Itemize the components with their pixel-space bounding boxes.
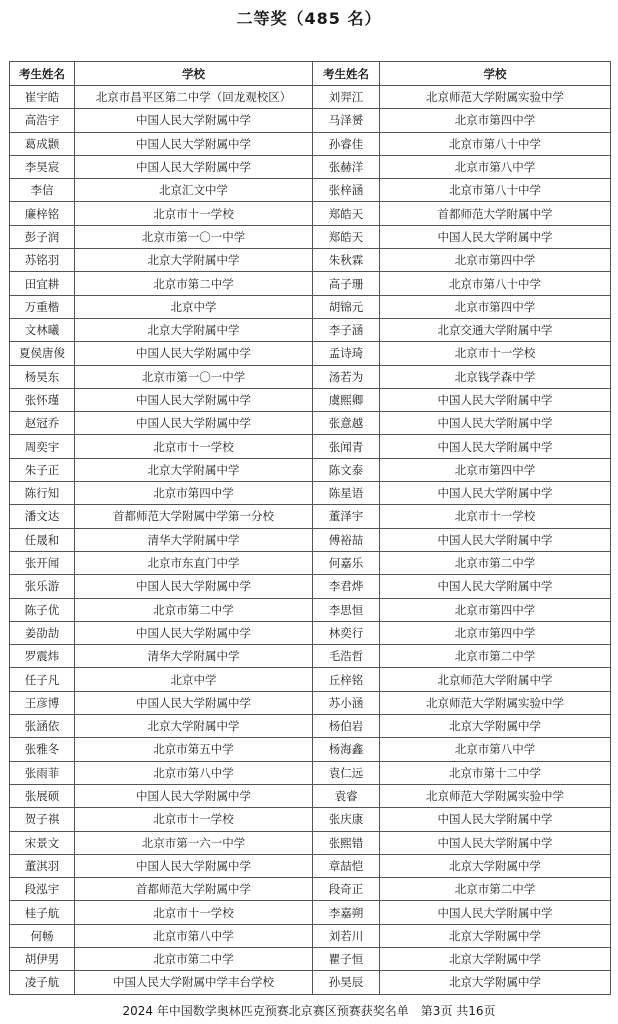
school-left: 北京中学 (75, 295, 313, 318)
table-row (10, 435, 611, 458)
student-name-left: 田宜耕 (10, 272, 75, 295)
school-right: 中国人民大学附属中学 (380, 388, 611, 411)
header-name-left: 考生姓名 (10, 62, 75, 86)
student-name-left: 廉梓铭 (10, 202, 75, 225)
school-left: 中国人民大学附属中学 (75, 388, 313, 411)
school-right: 北京大学附属中学 (380, 715, 611, 738)
student-name-left: 王彦博 (10, 691, 75, 714)
school-left: 中国人民大学附属中学 (75, 621, 313, 644)
school-left: 北京大学附属中学 (75, 458, 313, 481)
school-left: 北京大学附属中学 (75, 715, 313, 738)
school-right: 北京大学附属中学 (380, 854, 611, 877)
student-name-left: 董淇羽 (10, 854, 75, 877)
school-left: 北京市第五中学 (75, 738, 313, 761)
student-name-left: 胡伊男 (10, 947, 75, 970)
table-row (10, 528, 611, 551)
student-name-left: 万重楷 (10, 295, 75, 318)
student-name-right: 丘梓铭 (313, 668, 380, 691)
school-left: 中国人民大学附属中学 (75, 412, 313, 435)
school-left: 中国人民大学附属中学 (75, 109, 313, 132)
student-name-right: 瞿子恒 (313, 947, 380, 970)
school-right: 北京市第四中学 (380, 295, 611, 318)
school-left: 北京大学附属中学 (75, 318, 313, 341)
table-row (10, 179, 611, 202)
school-left: 中国人民大学附属中学 (75, 784, 313, 807)
header-school-right: 学校 (380, 62, 611, 86)
table-row (10, 645, 611, 668)
school-right: 中国人民大学附属中学 (380, 528, 611, 551)
school-right: 北京市第八中学 (380, 738, 611, 761)
school-left: 北京市昌平区第二中学（回龙观校区） (75, 86, 313, 109)
table-row (10, 365, 611, 388)
school-right: 北京市第二中学 (380, 878, 611, 901)
student-name-right: 杨伯岩 (313, 715, 380, 738)
table-row (10, 971, 611, 994)
table-row (10, 109, 611, 132)
table-row (10, 155, 611, 178)
school-left: 北京市十一学校 (75, 808, 313, 831)
school-right: 北京大学附属中学 (380, 924, 611, 947)
student-name-right: 孙昊辰 (313, 971, 380, 994)
student-name-right: 张闻青 (313, 435, 380, 458)
school-left: 北京中学 (75, 668, 313, 691)
student-name-right: 章喆恺 (313, 854, 380, 877)
school-right: 中国人民大学附属中学 (380, 901, 611, 924)
school-right: 北京市第四中学 (380, 109, 611, 132)
table-row (10, 505, 611, 528)
table-row (10, 458, 611, 481)
student-name-left: 凌子航 (10, 971, 75, 994)
table-row (10, 575, 611, 598)
student-name-left: 张雨菲 (10, 761, 75, 784)
school-right: 中国人民大学附属中学 (380, 831, 611, 854)
school-left: 北京市第一〇一中学 (75, 365, 313, 388)
student-name-right: 郑皓天 (313, 225, 380, 248)
student-name-right: 朱秋霖 (313, 249, 380, 272)
student-name-right: 段奇正 (313, 878, 380, 901)
school-right: 北京师范大学附属实验中学 (380, 691, 611, 714)
school-right: 北京市十一学校 (380, 505, 611, 528)
school-left: 北京汇文中学 (75, 179, 313, 202)
school-right: 北京市第四中学 (380, 598, 611, 621)
student-name-left: 罗震炜 (10, 645, 75, 668)
student-name-right: 张熙错 (313, 831, 380, 854)
student-name-left: 张涵依 (10, 715, 75, 738)
student-name-left: 周奕宇 (10, 435, 75, 458)
header-school-left: 学校 (75, 62, 313, 86)
student-name-left: 李昊宸 (10, 155, 75, 178)
table-row (10, 878, 611, 901)
school-right: 北京市第四中学 (380, 458, 611, 481)
award-table (9, 61, 611, 995)
student-name-left: 张开闻 (10, 551, 75, 574)
school-right: 北京市第四中学 (380, 249, 611, 272)
table-row (10, 295, 611, 318)
table-row (10, 551, 611, 574)
student-name-left: 贺子祺 (10, 808, 75, 831)
school-left: 北京市第二中学 (75, 947, 313, 970)
table-row (10, 388, 611, 411)
table-row (10, 482, 611, 505)
table-row (10, 668, 611, 691)
table-row (10, 202, 611, 225)
school-left: 清华大学附属中学 (75, 645, 313, 668)
school-left: 北京市东直门中学 (75, 551, 313, 574)
table-row (10, 784, 611, 807)
student-name-left: 任子凡 (10, 668, 75, 691)
school-left: 北京市十一学校 (75, 435, 313, 458)
school-left: 北京市十一学校 (75, 901, 313, 924)
student-name-right: 刘若川 (313, 924, 380, 947)
student-name-right: 刘羿江 (313, 86, 380, 109)
student-name-right: 杨海鑫 (313, 738, 380, 761)
student-name-right: 苏小涵 (313, 691, 380, 714)
school-right: 北京师范大学附属实验中学 (380, 784, 611, 807)
school-right: 中国人民大学附属中学 (380, 435, 611, 458)
table-row (10, 715, 611, 738)
student-name-right: 傅裕喆 (313, 528, 380, 551)
student-name-right: 孙睿佳 (313, 132, 380, 155)
student-name-right: 董泽宇 (313, 505, 380, 528)
school-right: 北京市第八十中学 (380, 132, 611, 155)
student-name-right: 李君烨 (313, 575, 380, 598)
school-right: 北京市第八十中学 (380, 272, 611, 295)
table-row (10, 901, 611, 924)
student-name-right: 毛浩哲 (313, 645, 380, 668)
student-name-left: 崔宇皓 (10, 86, 75, 109)
student-name-right: 胡锦元 (313, 295, 380, 318)
school-left: 北京市十一学校 (75, 202, 313, 225)
school-right: 北京市第八十中学 (380, 179, 611, 202)
school-right: 北京钱学森中学 (380, 365, 611, 388)
school-left: 首都师范大学附属中学第一分校 (75, 505, 313, 528)
school-left: 中国人民大学附属中学 (75, 691, 313, 714)
school-left: 北京市第八中学 (75, 761, 313, 784)
table-row (10, 808, 611, 831)
table-row (10, 761, 611, 784)
school-left: 北京市第一〇一中学 (75, 225, 313, 248)
school-right: 首都师范大学附属中学 (380, 202, 611, 225)
student-name-right: 李嘉朔 (313, 901, 380, 924)
table-row (10, 225, 611, 248)
student-name-left: 何畅 (10, 924, 75, 947)
table-row (10, 86, 611, 109)
student-name-left: 段泓宇 (10, 878, 75, 901)
student-name-right: 汤若为 (313, 365, 380, 388)
table-row (10, 132, 611, 155)
school-right: 北京市第二中学 (380, 645, 611, 668)
school-left: 中国人民大学附属中学 (75, 132, 313, 155)
student-name-left: 彭子润 (10, 225, 75, 248)
school-left: 北京大学附属中学 (75, 249, 313, 272)
student-name-right: 张赫洋 (313, 155, 380, 178)
table-row (10, 249, 611, 272)
table-row (10, 947, 611, 970)
student-name-left: 张乐游 (10, 575, 75, 598)
table-header-row (10, 62, 611, 86)
student-name-right: 何嘉乐 (313, 551, 380, 574)
school-left: 北京市第四中学 (75, 482, 313, 505)
table-row (10, 342, 611, 365)
student-name-left: 任晟和 (10, 528, 75, 551)
student-name-left: 赵冠乔 (10, 412, 75, 435)
school-right: 北京大学附属中学 (380, 947, 611, 970)
table-row (10, 854, 611, 877)
student-name-right: 张梓涵 (313, 179, 380, 202)
school-right: 中国人民大学附属中学 (380, 808, 611, 831)
school-left: 北京市第二中学 (75, 598, 313, 621)
student-name-right: 张庆康 (313, 808, 380, 831)
student-name-right: 林奕行 (313, 621, 380, 644)
page-footer: 2024 年中国数学奥林匹克预赛北京赛区预赛获奖名单 第3页 共16页 (122, 1004, 496, 1018)
student-name-right: 陈文泰 (313, 458, 380, 481)
table-row (10, 412, 611, 435)
student-name-right: 李思恒 (313, 598, 380, 621)
student-name-left: 张展硕 (10, 784, 75, 807)
student-name-left: 陈行知 (10, 482, 75, 505)
student-name-left: 姜劭劼 (10, 621, 75, 644)
student-name-left: 陈子优 (10, 598, 75, 621)
school-right: 北京市第十二中学 (380, 761, 611, 784)
student-name-left: 潘文达 (10, 505, 75, 528)
student-name-left: 张怀瑾 (10, 388, 75, 411)
student-name-left: 杨昊东 (10, 365, 75, 388)
student-name-right: 郑皓天 (313, 202, 380, 225)
header-name-right: 考生姓名 (313, 62, 380, 86)
page-title: 二等奖（485 名） (236, 9, 382, 28)
school-right: 北京交通大学附属中学 (380, 318, 611, 341)
student-name-left: 文林曦 (10, 318, 75, 341)
school-left: 北京市第一六一中学 (75, 831, 313, 854)
student-name-left: 李信 (10, 179, 75, 202)
student-name-right: 张意越 (313, 412, 380, 435)
table-row (10, 272, 611, 295)
table-row (10, 738, 611, 761)
student-name-right: 虞熙卿 (313, 388, 380, 411)
student-name-left: 高浩宇 (10, 109, 75, 132)
school-right: 中国人民大学附属中学 (380, 482, 611, 505)
school-left: 中国人民大学附属中学 (75, 575, 313, 598)
student-name-right: 高子珊 (313, 272, 380, 295)
student-name-right: 李子涵 (313, 318, 380, 341)
school-left: 中国人民大学附属中学 (75, 155, 313, 178)
student-name-left: 葛成颢 (10, 132, 75, 155)
school-right: 北京师范大学附属实验中学 (380, 86, 611, 109)
school-left: 清华大学附属中学 (75, 528, 313, 551)
school-left: 北京市第二中学 (75, 272, 313, 295)
student-name-right: 袁仁远 (313, 761, 380, 784)
table-row (10, 924, 611, 947)
school-right: 北京市第四中学 (380, 621, 611, 644)
student-name-left: 朱子正 (10, 458, 75, 481)
student-name-right: 孟诗琦 (313, 342, 380, 365)
table-row (10, 691, 611, 714)
school-right: 中国人民大学附属中学 (380, 575, 611, 598)
table-body (10, 86, 611, 995)
school-right: 北京市第二中学 (380, 551, 611, 574)
student-name-left: 夏侯唐俊 (10, 342, 75, 365)
student-name-left: 张雅冬 (10, 738, 75, 761)
school-right: 中国人民大学附属中学 (380, 225, 611, 248)
table-row (10, 831, 611, 854)
school-left: 北京市第八中学 (75, 924, 313, 947)
school-right: 北京市十一学校 (380, 342, 611, 365)
school-left: 中国人民大学附属中学 (75, 342, 313, 365)
school-right: 北京大学附属中学 (380, 971, 611, 994)
school-right: 北京师范大学附属中学 (380, 668, 611, 691)
school-left: 首都师范大学附属中学 (75, 878, 313, 901)
school-right: 北京市第八中学 (380, 155, 611, 178)
table-row (10, 318, 611, 341)
student-name-right: 陈星语 (313, 482, 380, 505)
table-row (10, 621, 611, 644)
student-name-left: 苏铭羽 (10, 249, 75, 272)
student-name-left: 桂子航 (10, 901, 75, 924)
school-left: 中国人民大学附属中学 (75, 854, 313, 877)
school-left: 中国人民大学附属中学丰台学校 (75, 971, 313, 994)
student-name-right: 马泽赟 (313, 109, 380, 132)
table-row (10, 598, 611, 621)
student-name-left: 宋景文 (10, 831, 75, 854)
student-name-right: 袁睿 (313, 784, 380, 807)
school-right: 中国人民大学附属中学 (380, 412, 611, 435)
